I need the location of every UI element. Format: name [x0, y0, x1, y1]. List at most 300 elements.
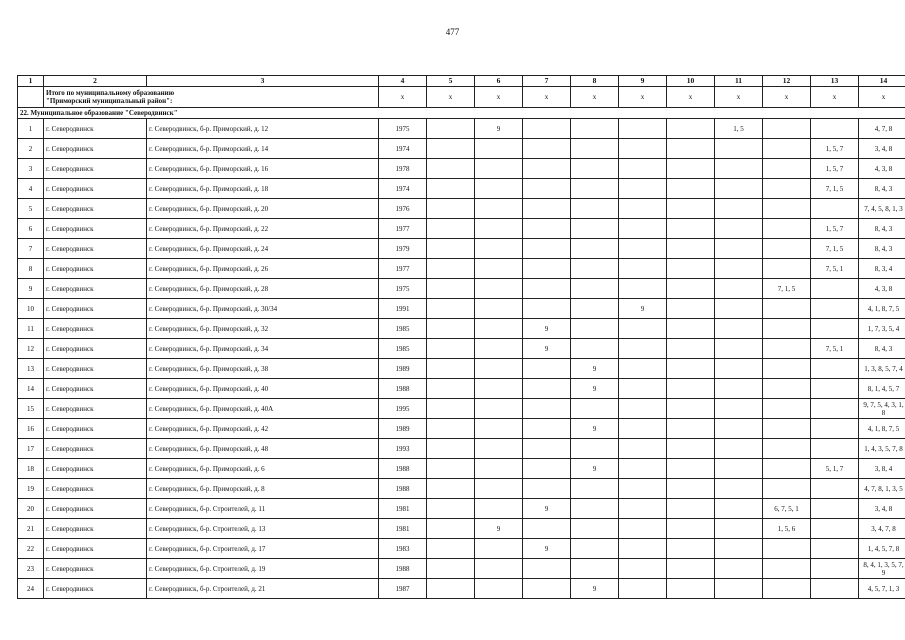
col-7-cell [523, 359, 571, 379]
settlement-cell: г. Северодвинск [44, 279, 147, 299]
address-cell: г. Северодвинск, б-р. Приморский, д. 12 [147, 119, 379, 139]
col-7-cell [523, 279, 571, 299]
column-header: 2 [44, 76, 147, 87]
total-value: x [811, 87, 859, 108]
col-6-cell [475, 179, 523, 199]
col-12-cell [763, 459, 811, 479]
col-5-cell [427, 159, 475, 179]
col-12-cell [763, 559, 811, 579]
address-cell: г. Северодвинск, б-р. Приморский, д. 40 [147, 379, 379, 399]
address-cell: г. Северодвинск, б-р. Приморский, д. 40А [147, 399, 379, 419]
address-cell: г. Северодвинск, б-р. Строителей, д. 19 [147, 559, 379, 579]
col-14-cell: 4, 1, 8, 7, 5 [859, 299, 905, 319]
col-5-cell [427, 559, 475, 579]
col-10-cell [667, 539, 715, 559]
total-value: x [667, 87, 715, 108]
col-10-cell [667, 459, 715, 479]
col-5-cell [427, 419, 475, 439]
settlement-cell: г. Северодвинск [44, 319, 147, 339]
col-11-cell [715, 539, 763, 559]
col-5-cell [427, 219, 475, 239]
col-9-cell [619, 319, 667, 339]
col-7-cell [523, 419, 571, 439]
col-10-cell [667, 399, 715, 419]
col-14-cell: 9, 7, 5, 4, 3, 1, 8 [859, 399, 905, 419]
col-8-cell: 9 [571, 359, 619, 379]
col-14-cell: 3, 8, 4 [859, 459, 905, 479]
col-7-cell [523, 479, 571, 499]
col-10-cell [667, 199, 715, 219]
table-row [18, 219, 905, 239]
col-10-cell [667, 279, 715, 299]
col-13-cell: 1, 5, 7 [811, 159, 859, 179]
total-label-line1: Итого по муниципальному образованию [46, 89, 175, 97]
construction-year-cell: 1987 [379, 579, 427, 599]
table-row [18, 459, 905, 479]
col-12-cell [763, 159, 811, 179]
col-8-cell [571, 219, 619, 239]
col-8-cell [571, 319, 619, 339]
address-cell: г. Северодвинск, б-р. Приморский, д. 30/34 [147, 299, 379, 319]
row-number-cell: 16 [18, 419, 44, 439]
settlement-cell: г. Северодвинск [44, 499, 147, 519]
construction-year-cell: 1981 [379, 519, 427, 539]
col-11-cell [715, 459, 763, 479]
col-11-cell [715, 519, 763, 539]
col-5-cell [427, 319, 475, 339]
col-11-cell [715, 299, 763, 319]
col-14-cell: 1, 4, 3, 5, 7, 8 [859, 439, 905, 459]
col-12-cell [763, 439, 811, 459]
construction-year-cell: 1989 [379, 359, 427, 379]
column-header: 8 [571, 76, 619, 87]
col-13-cell [811, 439, 859, 459]
col-12-cell: 1, 5, 6 [763, 519, 811, 539]
row-number-cell: 24 [18, 579, 44, 599]
col-14-cell: 8, 3, 4 [859, 259, 905, 279]
settlement-cell: г. Северодвинск [44, 199, 147, 219]
column-header: 6 [475, 76, 523, 87]
settlement-cell: г. Северодвинск [44, 359, 147, 379]
construction-year-cell: 1981 [379, 499, 427, 519]
col-11-cell [715, 159, 763, 179]
col-10-cell [667, 439, 715, 459]
col-14-cell: 4, 7, 8, 1, 3, 5 [859, 479, 905, 499]
col-8-cell [571, 299, 619, 319]
col-12-cell [763, 299, 811, 319]
col-9-cell [619, 399, 667, 419]
col-13-cell: 7, 1, 5 [811, 239, 859, 259]
col-11-cell [715, 359, 763, 379]
col-5-cell [427, 579, 475, 599]
col-6-cell [475, 479, 523, 499]
address-cell: г. Северодвинск, б-р. Приморский, д. 42 [147, 419, 379, 439]
col-11-cell [715, 479, 763, 499]
settlement-cell: г. Северодвинск [44, 399, 147, 419]
col-10-cell [667, 139, 715, 159]
construction-year-cell: 1975 [379, 119, 427, 139]
col-14-cell: 8, 4, 1, 3, 5, 7, 9 [859, 559, 905, 579]
row-number-cell: 3 [18, 159, 44, 179]
col-6-cell [475, 399, 523, 419]
address-cell: г. Северодвинск, б-р. Приморский, д. 14 [147, 139, 379, 159]
address-cell: г. Северодвинск, б-р. Приморский, д. 48 [147, 439, 379, 459]
settlement-cell: г. Северодвинск [44, 519, 147, 539]
col-9-cell [619, 559, 667, 579]
column-header: 4 [379, 76, 427, 87]
row-number-cell: 21 [18, 519, 44, 539]
row-number-cell: 7 [18, 239, 44, 259]
col-8-cell [571, 179, 619, 199]
col-14-cell: 4, 3, 8 [859, 279, 905, 299]
settlement-cell: г. Северодвинск [44, 139, 147, 159]
construction-year-cell: 1985 [379, 339, 427, 359]
table-row [18, 239, 905, 259]
col-9-cell [619, 159, 667, 179]
col-9-cell [619, 199, 667, 219]
row-number-cell: 15 [18, 399, 44, 419]
col-14-cell: 4, 7, 8 [859, 119, 905, 139]
col-14-cell: 8, 4, 3 [859, 219, 905, 239]
col-13-cell [811, 199, 859, 219]
col-11-cell [715, 379, 763, 399]
table-row [18, 299, 905, 319]
col-11-cell [715, 279, 763, 299]
col-6-cell [475, 299, 523, 319]
col-9-cell [619, 219, 667, 239]
col-11-cell: 1, 5 [715, 119, 763, 139]
col-9-cell [619, 499, 667, 519]
column-header: 14 [859, 76, 905, 87]
col-5-cell [427, 299, 475, 319]
settlement-cell: г. Северодвинск [44, 539, 147, 559]
col-8-cell [571, 279, 619, 299]
col-14-cell: 8, 1, 4, 5, 7 [859, 379, 905, 399]
col-14-cell: 3, 4, 8 [859, 139, 905, 159]
col-10-cell [667, 479, 715, 499]
address-cell: г. Северодвинск, б-р. Строителей, д. 21 [147, 579, 379, 599]
col-5-cell [427, 439, 475, 459]
col-8-cell: 9 [571, 459, 619, 479]
row-number-cell: 13 [18, 359, 44, 379]
col-12-cell: 6, 7, 5, 1 [763, 499, 811, 519]
col-14-cell: 8, 4, 3 [859, 339, 905, 359]
row-number-cell: 14 [18, 379, 44, 399]
settlement-cell: г. Северодвинск [44, 219, 147, 239]
col-5-cell [427, 239, 475, 259]
table-row [18, 539, 905, 559]
col-12-cell [763, 479, 811, 499]
col-13-cell: 7, 5, 1 [811, 259, 859, 279]
col-6-cell [475, 339, 523, 359]
col-11-cell [715, 499, 763, 519]
col-9-cell [619, 459, 667, 479]
address-cell: г. Северодвинск, б-р. Приморский, д. 16 [147, 159, 379, 179]
row-number-cell: 11 [18, 319, 44, 339]
col-7-cell [523, 559, 571, 579]
settlement-cell: г. Северодвинск [44, 479, 147, 499]
address-cell: г. Северодвинск, б-р. Приморский, д. 22 [147, 219, 379, 239]
address-cell: г. Северодвинск, б-р. Приморский, д. 6 [147, 459, 379, 479]
col-7-cell [523, 379, 571, 399]
col-13-cell [811, 399, 859, 419]
col-9-cell [619, 479, 667, 499]
col-14-cell: 8, 4, 3 [859, 179, 905, 199]
col-13-cell: 7, 1, 5 [811, 179, 859, 199]
col-11-cell [715, 139, 763, 159]
col-6-cell [475, 259, 523, 279]
col-14-cell: 4, 3, 8 [859, 159, 905, 179]
row-number-cell: 5 [18, 199, 44, 219]
row-number-cell: 19 [18, 479, 44, 499]
settlement-cell: г. Северодвинск [44, 419, 147, 439]
col-5-cell [427, 399, 475, 419]
col-6-cell [475, 139, 523, 159]
col-10-cell [667, 179, 715, 199]
settlement-cell: г. Северодвинск [44, 159, 147, 179]
row-number-cell: 12 [18, 339, 44, 359]
col-6-cell [475, 219, 523, 239]
table-row [18, 419, 905, 439]
column-header: 12 [763, 76, 811, 87]
col-13-cell [811, 559, 859, 579]
col-6-cell: 9 [475, 519, 523, 539]
col-7-cell: 9 [523, 499, 571, 519]
col-7-cell [523, 299, 571, 319]
col-6-cell [475, 499, 523, 519]
construction-year-cell: 1975 [379, 279, 427, 299]
col-8-cell [571, 239, 619, 259]
col-12-cell [763, 179, 811, 199]
col-12-cell [763, 339, 811, 359]
table-row [18, 179, 905, 199]
col-6-cell [475, 459, 523, 479]
construction-year-cell: 1978 [379, 159, 427, 179]
row-number-cell: 6 [18, 219, 44, 239]
col-10-cell [667, 339, 715, 359]
col-5-cell [427, 539, 475, 559]
column-header: 10 [667, 76, 715, 87]
row-number-cell: 17 [18, 439, 44, 459]
construction-year-cell: 1976 [379, 199, 427, 219]
address-cell: г. Северодвинск, б-р. Приморский, д. 8 [147, 479, 379, 499]
construction-year-cell: 1977 [379, 219, 427, 239]
address-cell: г. Северодвинск, б-р. Приморский, д. 28 [147, 279, 379, 299]
col-9-cell [619, 519, 667, 539]
address-cell: г. Северодвинск, б-р. Приморский, д. 34 [147, 339, 379, 359]
col-6-cell [475, 579, 523, 599]
table-row [18, 319, 905, 339]
col-9-cell [619, 379, 667, 399]
col-9-cell [619, 119, 667, 139]
col-13-cell [811, 519, 859, 539]
settlement-cell: г. Северодвинск [44, 179, 147, 199]
col-8-cell [571, 439, 619, 459]
col-7-cell [523, 239, 571, 259]
col-11-cell [715, 559, 763, 579]
col-14-cell: 1, 7, 3, 5, 4 [859, 319, 905, 339]
construction-year-cell: 1974 [379, 179, 427, 199]
total-label [44, 87, 379, 108]
row-number-cell: 8 [18, 259, 44, 279]
column-header: 7 [523, 76, 571, 87]
row-number-cell: 22 [18, 539, 44, 559]
col-8-cell: 9 [571, 579, 619, 599]
row-number-cell: 20 [18, 499, 44, 519]
settlement-cell: г. Северодвинск [44, 379, 147, 399]
col-5-cell [427, 339, 475, 359]
col-11-cell [715, 579, 763, 599]
col-8-cell [571, 539, 619, 559]
col-10-cell [667, 219, 715, 239]
row-number-cell: 9 [18, 279, 44, 299]
construction-year-cell: 1988 [379, 559, 427, 579]
col-13-cell: 7, 5, 1 [811, 339, 859, 359]
col-9-cell [619, 579, 667, 599]
col-12-cell [763, 199, 811, 219]
row-number-cell: 10 [18, 299, 44, 319]
table-row [18, 339, 905, 359]
section-title: 22. Муниципальное образование "Северодвинск" [18, 108, 905, 119]
settlement-cell: г. Северодвинск [44, 439, 147, 459]
table-row [18, 139, 905, 159]
col-12-cell [763, 379, 811, 399]
total-value: x [379, 87, 427, 108]
col-5-cell [427, 139, 475, 159]
settlement-cell: г. Северодвинск [44, 339, 147, 359]
address-cell: г. Северодвинск, б-р. Приморский, д. 38 [147, 359, 379, 379]
col-7-cell: 9 [523, 319, 571, 339]
col-5-cell [427, 179, 475, 199]
col-10-cell [667, 319, 715, 339]
col-10-cell [667, 239, 715, 259]
col-6-cell [475, 359, 523, 379]
col-13-cell: 5, 1, 7 [811, 459, 859, 479]
col-12-cell [763, 539, 811, 559]
col-10-cell [667, 419, 715, 439]
col-10-cell [667, 259, 715, 279]
municipal-total-row [18, 87, 905, 108]
col-12-cell [763, 359, 811, 379]
col-10-cell [667, 579, 715, 599]
construction-year-cell: 1979 [379, 239, 427, 259]
col-12-cell [763, 399, 811, 419]
col-13-cell [811, 119, 859, 139]
col-14-cell: 3, 4, 8 [859, 499, 905, 519]
col-13-cell [811, 539, 859, 559]
col-10-cell [667, 299, 715, 319]
row-number-cell: 18 [18, 459, 44, 479]
col-7-cell [523, 219, 571, 239]
col-13-cell [811, 499, 859, 519]
total-value: x [523, 87, 571, 108]
construction-year-cell: 1974 [379, 139, 427, 159]
col-12-cell [763, 259, 811, 279]
col-9-cell [619, 359, 667, 379]
col-6-cell [475, 319, 523, 339]
page-number: 477 [445, 27, 460, 37]
col-12-cell [763, 579, 811, 599]
table-row [18, 439, 905, 459]
settlement-cell: г. Северодвинск [44, 559, 147, 579]
col-5-cell [427, 519, 475, 539]
row-number-cell: 2 [18, 139, 44, 159]
col-8-cell: 9 [571, 419, 619, 439]
col-12-cell [763, 419, 811, 439]
col-8-cell [571, 339, 619, 359]
col-12-cell: 7, 1, 5 [763, 279, 811, 299]
col-13-cell [811, 359, 859, 379]
col-5-cell [427, 499, 475, 519]
col-11-cell [715, 219, 763, 239]
address-cell: г. Северодвинск, б-р. Строителей, д. 11 [147, 499, 379, 519]
col-10-cell [667, 499, 715, 519]
col-8-cell [571, 519, 619, 539]
section-heading-row [18, 108, 905, 119]
col-11-cell [715, 339, 763, 359]
col-14-cell: 1, 3, 8, 5, 7, 4 [859, 359, 905, 379]
col-7-cell: 9 [523, 539, 571, 559]
settlement-cell: г. Северодвинск [44, 579, 147, 599]
total-value: x [571, 87, 619, 108]
total-number-cell [18, 87, 44, 108]
table-row [18, 379, 905, 399]
col-5-cell [427, 279, 475, 299]
table-row [18, 279, 905, 299]
table-row [18, 479, 905, 499]
col-9-cell [619, 279, 667, 299]
col-6-cell [475, 199, 523, 219]
settlement-cell: г. Северодвинск [44, 459, 147, 479]
col-10-cell [667, 519, 715, 539]
col-11-cell [715, 259, 763, 279]
col-12-cell [763, 139, 811, 159]
col-7-cell [523, 159, 571, 179]
col-5-cell [427, 479, 475, 499]
table-row [18, 399, 905, 419]
table-row [18, 259, 905, 279]
table-row [18, 199, 905, 219]
col-8-cell [571, 479, 619, 499]
col-9-cell: 9 [619, 299, 667, 319]
column-header: 5 [427, 76, 475, 87]
col-12-cell [763, 219, 811, 239]
col-6-cell [475, 439, 523, 459]
column-header: 13 [811, 76, 859, 87]
col-7-cell [523, 579, 571, 599]
col-5-cell [427, 259, 475, 279]
table-row [18, 559, 905, 579]
col-7-cell [523, 439, 571, 459]
construction-year-cell: 1993 [379, 439, 427, 459]
col-10-cell [667, 119, 715, 139]
col-7-cell [523, 119, 571, 139]
address-cell: г. Северодвинск, б-р. Приморский, д. 20 [147, 199, 379, 219]
col-5-cell [427, 119, 475, 139]
col-8-cell [571, 259, 619, 279]
total-value: x [763, 87, 811, 108]
col-14-cell: 4, 1, 8, 7, 5 [859, 419, 905, 439]
col-14-cell: 7, 4, 5, 8, 1, 3 [859, 199, 905, 219]
col-13-cell [811, 579, 859, 599]
address-cell: г. Северодвинск, б-р. Строителей, д. 17 [147, 539, 379, 559]
col-9-cell [619, 419, 667, 439]
col-7-cell [523, 179, 571, 199]
col-9-cell [619, 539, 667, 559]
col-9-cell [619, 139, 667, 159]
address-cell: г. Северодвинск, б-р. Приморский, д. 18 [147, 179, 379, 199]
table-row [18, 499, 905, 519]
